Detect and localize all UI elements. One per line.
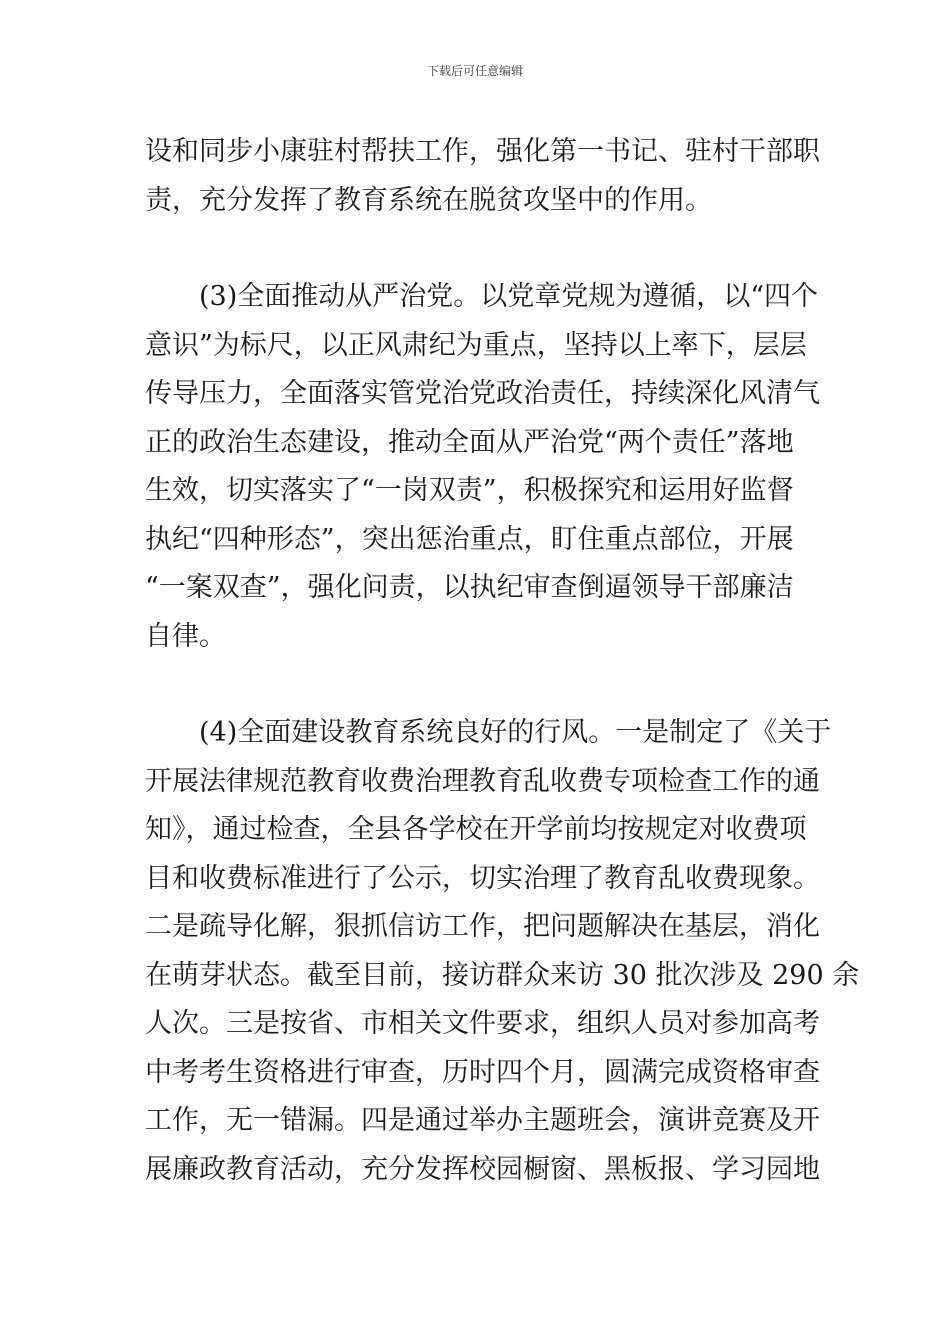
text-line: 正的政治生态建设，推动全面从严治党“两个责任”落地	[145, 426, 794, 458]
text-line: 展廉政教育活动，充分发挥校园橱窗、黑板报、学习园地	[145, 1153, 820, 1185]
text-line: (3)全面推动从严治党。以党章党规为遵循，以“四个	[145, 281, 819, 312]
text-line: 生效，切实落实了“一岗双责”，积极探究和运用好监督	[145, 475, 794, 506]
text-line: 知》，通过检查，全县各学校在开学前均按规定对收费项	[145, 814, 807, 845]
text-line: 工作，无一错漏。四是通过举办主题班会，演讲竞赛及开	[145, 1105, 820, 1136]
text-line: 二是疏导化解，狠抓信访工作，把问题解决在基层，消化	[145, 911, 820, 942]
text-line: 意识”为标尺，以正风肃纪为重点，坚持以上率下，层层	[145, 329, 807, 361]
page-header: 下载后可任意编辑	[426, 64, 523, 78]
text-line: 开展法律规范教育收费治理教育乱收费专项检查工作的通	[145, 765, 820, 797]
text-line: 自律。	[145, 620, 226, 652]
paragraph-3	[145, 709, 860, 1194]
text-line: 人次。三是按省、市相关文件要求，组织人员对参加高考	[145, 1008, 820, 1039]
text-line: 设和同步小康驻村帮扶工作，强化第一书记、驻村干部职	[145, 136, 820, 167]
text-line: 中考考生资格进行审查，历时四个月，圆满完成资格审查	[145, 1056, 820, 1088]
text-line: “一案双查”，强化问责，以执纪审查倒逼领导干部廉洁	[145, 572, 794, 603]
text-line: 传导压力，全面落实管党治党政治责任，持续深化风清气	[145, 378, 820, 409]
paragraph-2	[145, 273, 820, 661]
document-body	[145, 128, 860, 1194]
paragraph-gap	[145, 661, 807, 709]
paragraph-1	[145, 128, 820, 225]
text-line: 目和收费标准进行了公示，切实治理了教育乱收费现象。	[145, 862, 820, 894]
text-line: 执纪“四种形态”，突出惩治重点，盯住重点部位，开展	[145, 523, 794, 555]
text-line: 责，充分发挥了教育系统在脱贫攻坚中的作用。	[145, 184, 712, 216]
text-line: 在萌芽状态。截至目前，接访群众来访 30 批次涉及 290 余	[145, 959, 860, 991]
paragraph-gap	[145, 225, 807, 273]
text-line: (4)全面建设教育系统良好的行风。一是制定了《关于	[145, 717, 832, 748]
